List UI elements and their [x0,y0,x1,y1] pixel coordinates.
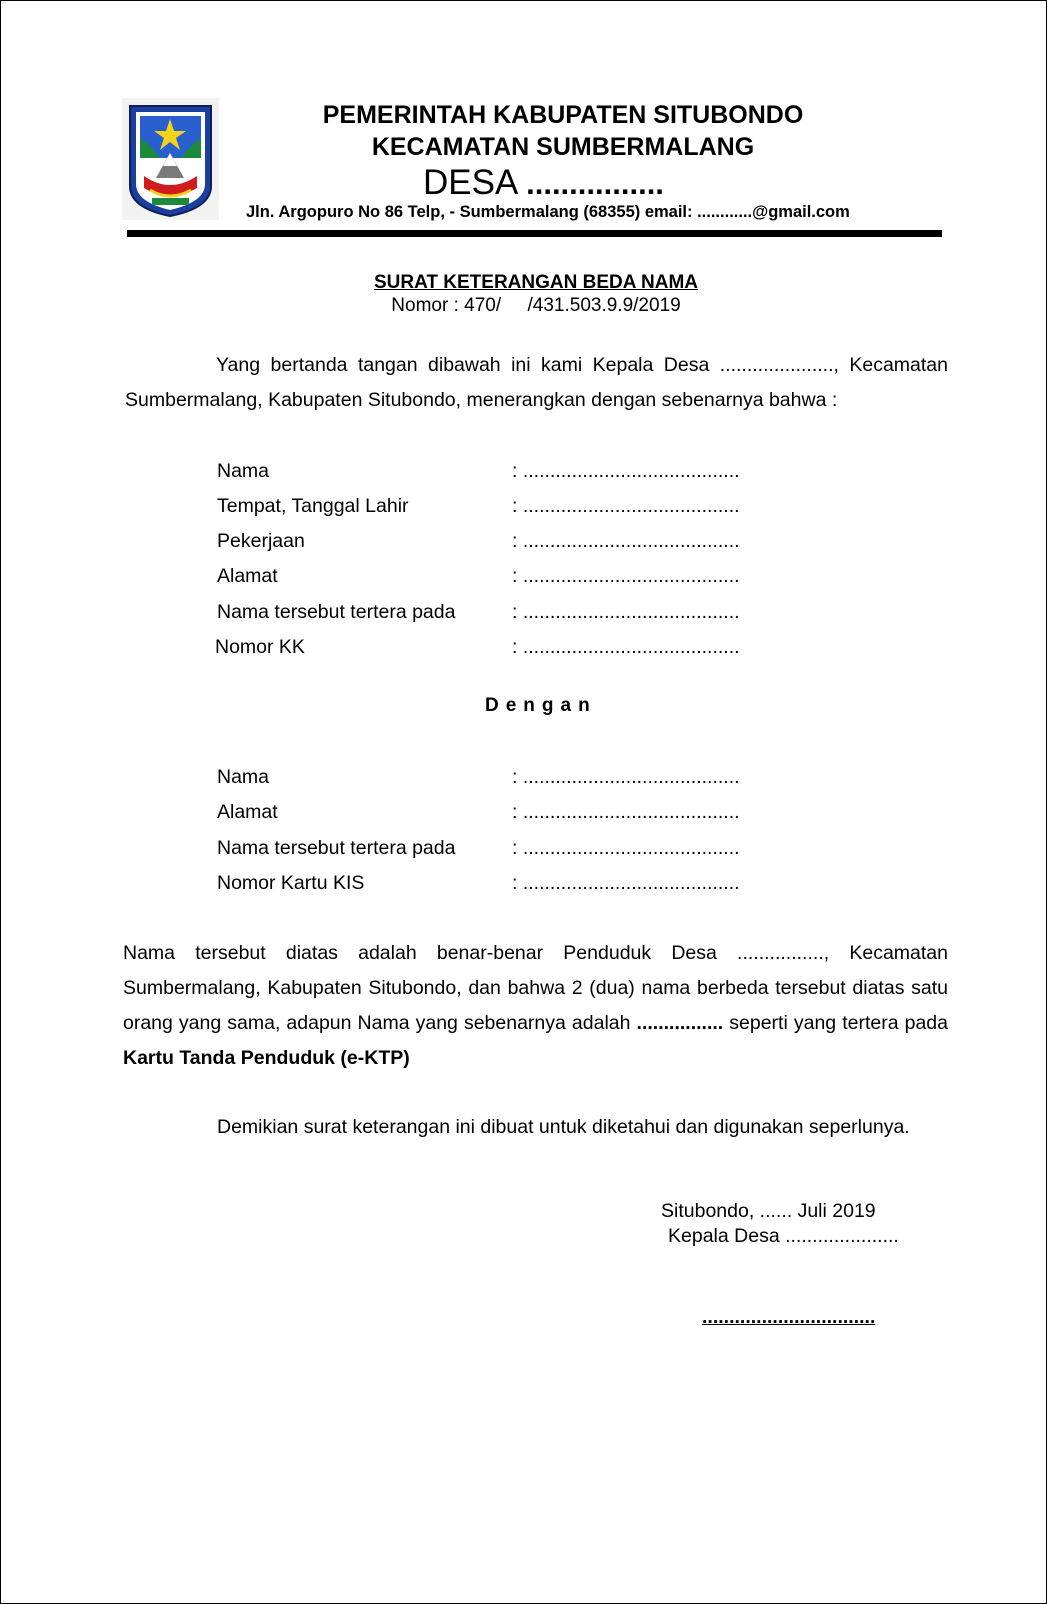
field-a-label: Tempat, Tanggal Lahir [217,495,409,517]
signature-name: ................................ [702,1306,876,1328]
letter-number: Nomor : 470/ /431.503.9.9/2019 [391,295,681,316]
field-b-label: Nama [217,766,270,788]
statement-paragraph [123,936,948,1076]
field-a-label: Pekerjaan [217,530,305,552]
signature-place-date: Situbondo, ...... Juli 2019 [661,1200,876,1222]
field-b-value: : ........................................ [512,766,740,788]
header-divider [127,230,942,237]
header-address: Jln. Argopuro No 86 Telp, - Sumbermalang (68355) email: ............@gmail.com [246,203,850,221]
field-a-label: Nama tersebut tertera pada [217,601,456,623]
ektp-reference: Kartu Tanda Penduduk (e-KTP) [123,1047,410,1069]
field-b-label: Nama tersebut tertera pada [217,837,456,859]
header-district: KECAMATAN SUMBERMALANG [371,133,755,161]
field-a-label: Nomor KK [215,636,305,658]
header-village [423,163,664,203]
field-b-value: : ........................................ [512,801,740,823]
regency-crest-icon [122,98,219,220]
field-a-label: Alamat [217,565,278,587]
field-b-value: : ........................................ [512,837,740,859]
header-village-label: DESA [423,163,527,202]
intro-paragraph: Yang bertanda tangan dibawah ini kami Kepala Desa ....................., Kecamatan Sumbermalang, Kabupaten Situbondo, menerangkan dengan sebenarnya bahwa : [125,354,948,411]
field-a-value: : ........................................ [512,495,740,517]
header-village-dots: ................ [526,166,664,201]
field-a-value: : ........................................ [512,530,740,552]
field-a-value: : ........................................ [512,565,740,587]
dengan-heading: Dengan [485,695,597,716]
statement-text: Nama tersebut diatas adalah benar-benar Penduduk Desa ................, Kecamatan Sumbermalang, Kabupaten Situbondo, dan bahwa 2 (dua) nama berbeda tersebut diatas satu orang yang sama, adapun Nama yang sebenarnya adalah [123,942,948,1034]
field-a-value: : ........................................ [512,460,740,482]
field-b-label: Nomor Kartu KIS [217,872,365,894]
closing-sentence: Demikian surat keterangan ini dibuat untuk diketahui dan digunakan seperlunya. [217,1116,910,1138]
header-regency: PEMERINTAH KABUPATEN SITUBONDO [322,101,804,129]
letter-title: SURAT KETERANGAN BEDA NAMA [373,272,699,293]
regency-logo [122,98,219,220]
true-name-placeholder: ................ [636,1012,724,1034]
signature-position: Kepala Desa ..................... [668,1225,899,1247]
statement-text-cont: seperti yang tertera pada [723,1012,948,1034]
field-b-value: : ........................................ [512,872,740,894]
field-a-value: : ........................................ [512,636,740,658]
field-a-label: Nama [217,460,270,482]
field-a-value: : ........................................ [512,601,740,623]
field-b-label: Alamat [217,801,278,823]
